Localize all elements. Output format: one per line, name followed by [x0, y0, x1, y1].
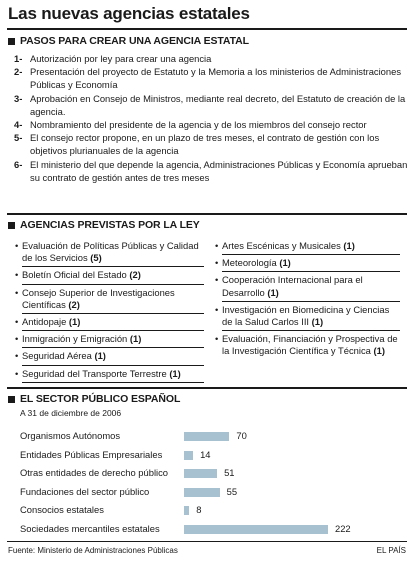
bar-value-label: 14: [200, 448, 211, 460]
step-item: [14, 52, 409, 65]
bullet-icon: •: [15, 286, 19, 298]
step-item: [14, 65, 409, 91]
agency-name: Seguridad del Transporte Terrestre: [22, 367, 167, 379]
agency-item: [15, 238, 204, 267]
agency-item: [215, 302, 400, 331]
agency-name: Antidopaje: [22, 316, 67, 328]
section-steps-heading: [8, 35, 249, 47]
section-agencies-heading: [8, 219, 200, 231]
step-number: 4-: [14, 119, 23, 131]
bar-category-label: Organismos Autónomos: [20, 430, 121, 441]
agency-item: [15, 348, 204, 365]
agency-name: Consejo Superior de Investigaciones Científicas: [22, 286, 175, 310]
agency-count: (5): [90, 252, 102, 264]
agency-item: [15, 285, 204, 314]
agency-name: Artes Escénicas y Musicales: [222, 240, 341, 251]
title-rule: [7, 28, 407, 30]
bar: [184, 525, 328, 534]
section-sector-title: EL SECTOR PÚBLICO ESPAÑOL: [20, 393, 181, 405]
bullet-icon: •: [15, 240, 19, 251]
bullet-icon: •: [15, 367, 19, 379]
agency-count: (1): [311, 316, 324, 328]
step-text: Nombramiento del presidente de la agencia y de los miembros del consejo rector: [30, 119, 367, 131]
agency-count: (2): [129, 269, 141, 281]
agency-count: (2): [68, 298, 80, 310]
step-item: [14, 131, 409, 157]
agency-name: Evaluación de Políticas Públicas y Calidad de los Servicios: [22, 240, 199, 264]
agency-item: [215, 238, 400, 255]
bar-category-label: Consocios estatales: [20, 504, 104, 516]
agency-count: (1): [94, 350, 106, 362]
step-number: 2-: [14, 66, 23, 78]
step-item: [14, 92, 409, 118]
agency-count: (1): [267, 286, 279, 298]
agency-item: [15, 366, 204, 383]
agency-item: [15, 314, 204, 331]
agency-name: Meteorología: [222, 257, 277, 269]
bar-category-label: Entidades Públicas Empresariales: [20, 448, 163, 460]
bullet-icon: •: [215, 240, 219, 251]
bar-value-label: 51: [224, 467, 235, 479]
section-steps-title: PASOS PARA CREAR UNA AGENCIA ESTATAL: [20, 35, 249, 47]
agency-name: Cooperación Internacional para el Desarrollo: [222, 274, 363, 298]
section-rule: [7, 213, 407, 215]
step-text: El ministerio del que depende la agencia, Administraciones Públicas y Economía aprueban su contrato de gestión antes de tres meses: [30, 158, 408, 183]
bullet-icon: •: [215, 274, 219, 286]
bullet-icon: •: [15, 269, 19, 281]
agencies-right-column: [215, 238, 400, 360]
bullet-icon: •: [15, 350, 19, 362]
footer-rule: [7, 541, 407, 542]
step-text: El consejo rector propone, en un plazo de tres meses, el contrato de gestión con los objetivos plurianuales de la agencia: [30, 132, 380, 157]
bar: [184, 451, 193, 460]
agency-item: [15, 267, 204, 284]
step-number: 6-: [14, 158, 23, 170]
bar-value-label: 55: [226, 485, 238, 497]
bullet-icon: •: [15, 333, 19, 345]
brand-logo: EL PAÍS: [376, 546, 406, 555]
agency-item: [215, 331, 400, 359]
agency-count: (1): [68, 316, 81, 328]
bar: [184, 488, 220, 497]
bullet-icon: •: [215, 257, 219, 269]
source-note: Fuente: Ministerio de Administraciones Públicas: [8, 546, 178, 555]
step-item: [14, 118, 409, 131]
bar: [184, 506, 189, 515]
section-sector-heading: [8, 393, 180, 405]
chart-subheading: A 31 de diciembre de 2006: [20, 408, 122, 418]
bullet-icon: •: [15, 316, 19, 328]
agency-name: Boletín Oficial del Estado: [22, 269, 127, 281]
page-title: Las nuevas agencias estatales: [8, 4, 250, 23]
agency-count: (1): [279, 257, 291, 269]
step-text: Aprobación en Consejo de Ministros, mediante real decreto, del Estatuto de creación de la agencia.: [30, 92, 406, 117]
agency-name: Evaluación, Financiación y Prospectiva de la Investigación Científica y Técnica: [222, 333, 398, 357]
square-bullet-icon: [8, 38, 15, 45]
agency-count: (1): [373, 345, 385, 357]
agency-name: Inmigración y Emigración: [22, 333, 128, 345]
step-text: Presentación del proyecto de Estatuto y la Memoria a los ministerios de Administraciones Públicas y Economía: [30, 66, 402, 91]
bullet-icon: •: [215, 303, 219, 315]
square-bullet-icon: [8, 222, 15, 229]
agency-name: Investigación en Biomedicina y Ciencias de la Salud Carlos III: [222, 303, 390, 328]
step-text: Autorización por ley para crear una agencia: [30, 53, 212, 64]
bar-value-label: 222: [335, 523, 351, 534]
agency-count: (1): [343, 240, 355, 251]
step-number: 1-: [14, 53, 23, 64]
square-bullet-icon: [8, 396, 15, 403]
bar: [184, 469, 217, 478]
agency-item: [215, 255, 400, 272]
agency-name: Seguridad Aérea: [22, 350, 92, 362]
agency-item: [15, 331, 204, 348]
bar-value-label: 8: [196, 504, 202, 516]
bar-value-label: 70: [236, 430, 247, 441]
agency-count: (1): [129, 333, 142, 345]
step-number: 3-: [14, 92, 23, 104]
step-number: 5-: [14, 132, 23, 144]
bar-category-label: Sociedades mercantiles estatales: [20, 523, 160, 534]
step-item: [14, 158, 409, 184]
section-agencies-title: AGENCIAS PREVISTAS POR LA LEY: [20, 219, 200, 231]
steps-list: [14, 52, 409, 184]
agency-count: (1): [169, 367, 181, 379]
bar-category-label: Fundaciones del sector público: [20, 485, 150, 497]
section-rule: [7, 387, 407, 389]
bar: [184, 432, 229, 441]
bar-category-label: Otras entidades de derecho público: [20, 467, 169, 479]
agencies-left-column: [15, 238, 204, 383]
agency-item: [215, 272, 400, 301]
bullet-icon: •: [215, 333, 219, 345]
